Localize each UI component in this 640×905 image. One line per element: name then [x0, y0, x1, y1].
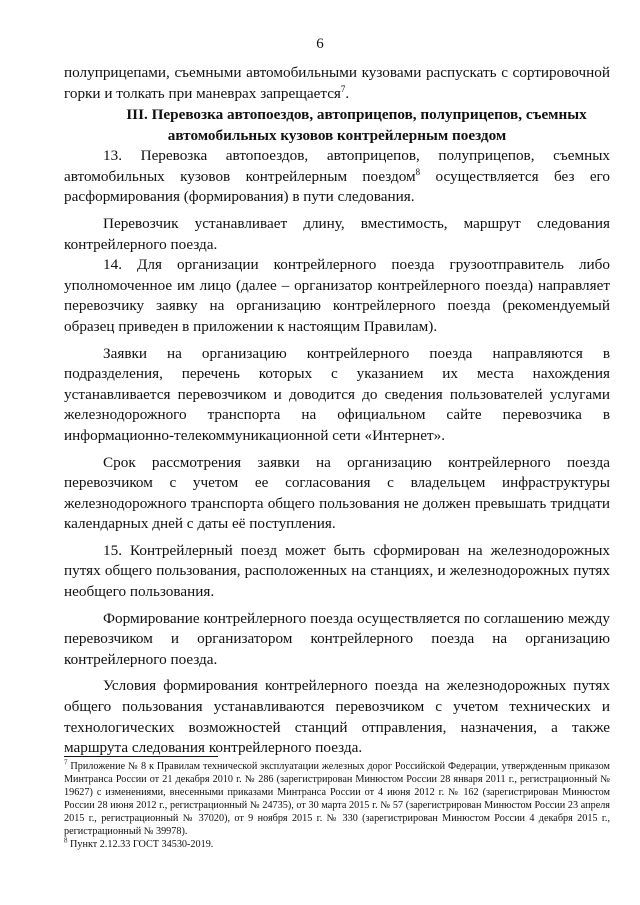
carryover-tail: .: [345, 84, 350, 102]
paragraph-13-text-a: 13. Перевозка автопоездов, автоприцепов, полуприцепов, съемных автомобильных кузовов контрейлерным поездом: [64, 147, 610, 185]
footnote-ref-7[interactable]: 7: [340, 83, 346, 94]
document-body: [64, 63, 610, 759]
paragraph-13: [64, 146, 610, 208]
carryover-paragraph: [64, 63, 610, 104]
footnote-ref-8[interactable]: 8: [415, 166, 421, 177]
carryover-text: полуприцепами, съемными автомобильными кузовами распускать с сортировочной горки и толкать при маневрах запрещается: [64, 64, 610, 102]
paragraph-15-formation: Формирование контрейлерного поезда осуществляется по соглашению между перевозчиком и организатором контрейлерного поезда на организацию контрейлерного поезда.: [64, 609, 610, 668]
footnote-7: [64, 760, 610, 838]
page-number: 6: [316, 36, 324, 52]
paragraph-15-conditions: Условия формирования контрейлерного поезда на железнодорожных путях общего пользования устанавливаются перевозчиком с учетом технических и технологических возможностей станций отправления, назначения, а также маршрута следования контрейлерного поезда.: [64, 677, 610, 757]
footnote-7-text: Приложение № 8 к Правилам технической эксплуатации железных дорог Российской Федерации, утвержденным приказом Минтранса России от 21 декабря 2010 г. № 286 (зарегистрирован Минюстом России 28 января 2011 г., регистрационный № 19627) с изменениями, внесенными приказами Минтранса России от 4 июня 2012 г. № 162 (зарегистрирован Минюстом России 28 июня 2012 г., регистрационный № 24735), от 30 марта 2015 г. № 57 (зарегистрирован Минюстом России 23 апреля 2015 г., регистрационный № 37020), от 9 ноября 2015 г. № 330 (зарегистрирован Минюстом России 4 декабря 2015 г., регистрационный № 39978).: [64, 761, 610, 837]
footnote-8: [64, 838, 610, 851]
paragraph-14-review-period: Срок рассмотрения заявки на организацию контрейлерного поезда перевозчиком с учетом ее согласования с владельцем инфраструктуры железнодорожного транспорта общего пользования не должен превышать тридцати календарных дней с даты её поступления.: [64, 453, 610, 533]
footnote-mark-7: 7: [64, 758, 68, 767]
footnote-divider: [64, 756, 218, 757]
paragraph-15: 15. Контрейлерный поезд может быть сформирован на железнодорожных путях общего пользования, расположенных на станциях, и железнодорожных путях необщего пользования.: [64, 541, 610, 601]
footnote-8-text: Пункт 2.12.33 ГОСТ 34530-2019.: [67, 839, 214, 850]
footnote-mark-8: 8: [64, 836, 68, 845]
paragraph-14: 14. Для организации контрейлерного поезда грузоотправитель либо уполномоченное им лицо (далее – организатор контрейлерного поезда) направляет перевозчику заявку на организацию контрейлерного поезда (рекомендуемый образец приведен в приложении к настоящим Правилам).: [64, 256, 610, 335]
paragraph-13-text-b: осуществляется без его расформирования (формирования) в пути следования.: [64, 167, 611, 206]
paragraph-13-carrier: Перевозчик устанавливает длину, вместимость, маршрут следования контрейлерного поезда.: [64, 214, 610, 253]
paragraph-14-applications: Заявки на организацию контрейлерного поезда направляются в подразделения, перечень которых с указанием их места нахождения устанавливается перевозчиком и доводится до сведения пользователей услугами железнодорожного транспорта на официальном сайте перевозчика в информационно-телекоммуникационной сети «Интернет».: [64, 344, 610, 444]
footnotes: [64, 760, 610, 851]
section-heading: III. Перевозка автопоездов, автоприцепов, полуприцепов, съемных автомобильных кузовов контрейлерным поездом: [126, 106, 587, 145]
